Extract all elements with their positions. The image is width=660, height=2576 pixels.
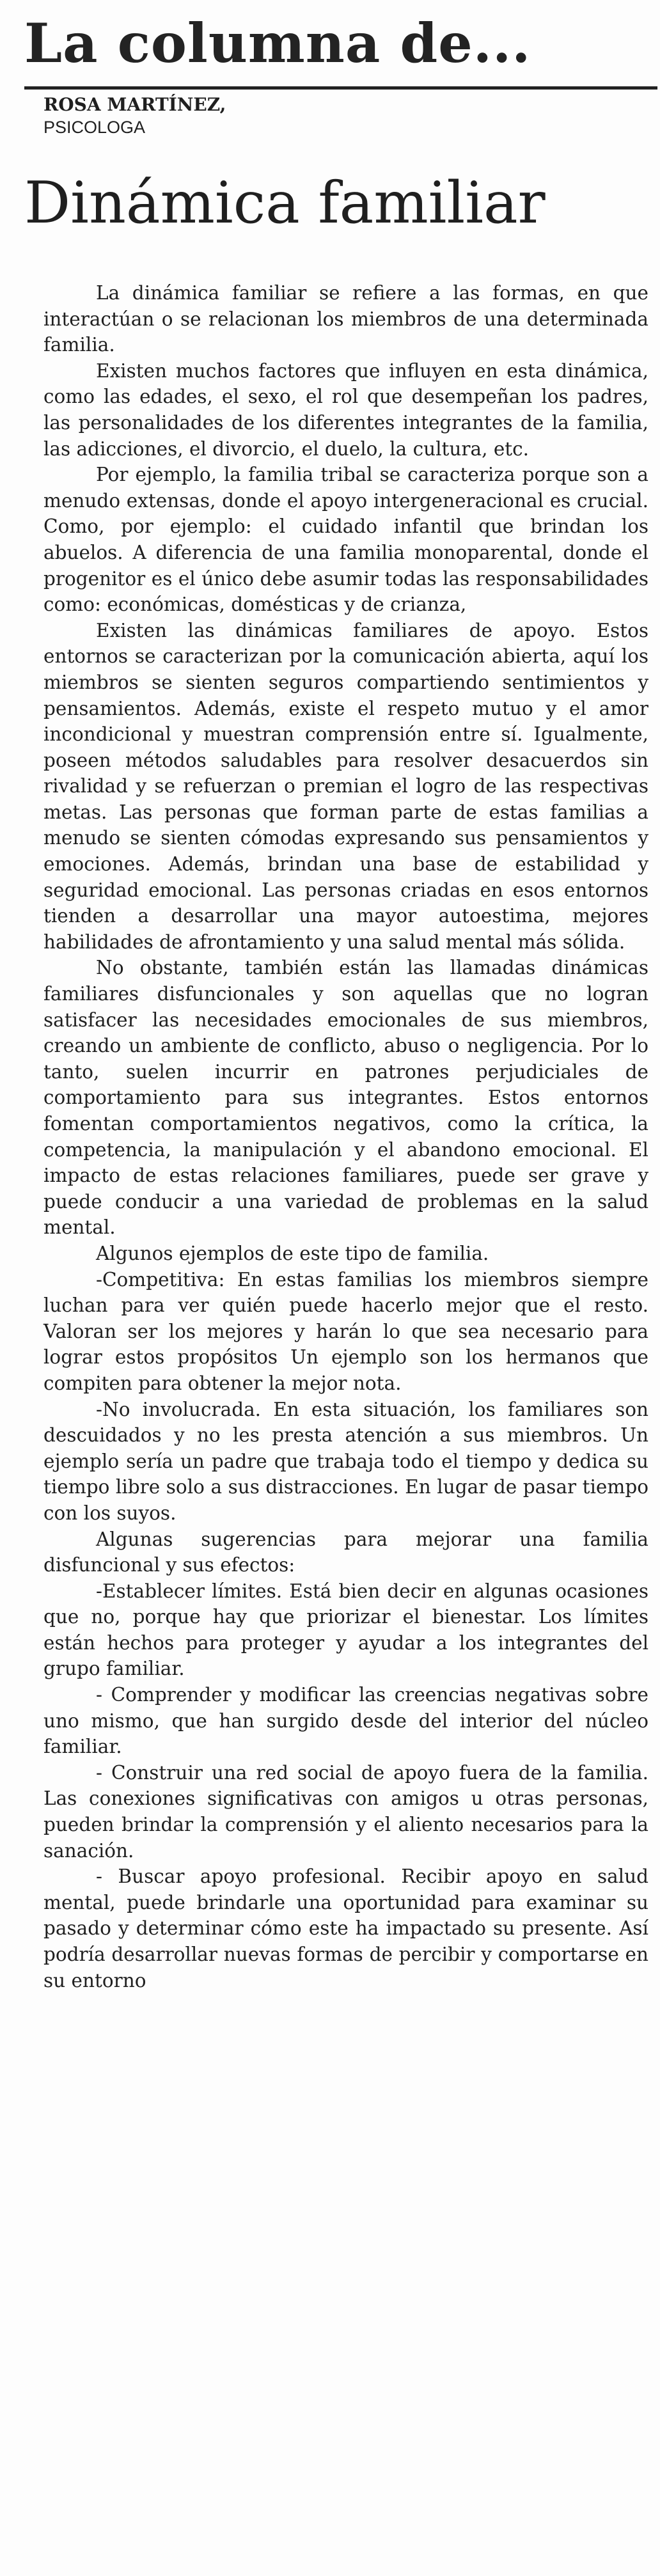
article-paragraph: Algunas sugerencias para mejorar una familia disfuncional y sus efectos: bbox=[43, 1528, 648, 1576]
article-paragraph: Por ejemplo, la familia tribal se caracteriza porque son a menudo extensas, donde el apoyo intergeneracional es crucial. Como, por ejemplo: el cuidado infantil que brindan los abuelos. A diferencia de una familia monoparental, donde el progenitor es el único debe asumir todas las responsabilidades como: económicas, domésticas y de crianza, bbox=[43, 464, 648, 616]
author-role: PSICOLOGA bbox=[43, 118, 146, 137]
article-paragraph: -Competitiva: En estas familias los miembros siempre luchan para ver quién puede hacerlo mejor que el resto. Valoran ser los mejores y harán lo que sea necesario para lograr estos propósitos Un ejemplo son los hermanos que compiten para obtener la mejor nota. bbox=[43, 1268, 648, 1394]
article-paragraph: Existen las dinámicas familiares de apoyo. Estos entornos se caracterizan por la comunicación abierta, aquí los miembros se sienten seguros compartiendo sentimientos y pensamientos. Además, existe el respeto mutuo y el amor incondicional y muestran comprensión entre sí. Igualmente, poseen métodos saludables para resolver desacuerdos sin rivalidad y se refuerzan o premian el logro de las respectivas metas. Las personas que forman parte de estas familias a menudo se sienten cómodas expresando sus pensamientos y emociones. Además, brindan una base de estabilidad y seguridad emocional. Las personas criadas en esos entornos tienden a desarrollar una mayor autoestima, mejores habilidades de afrontamiento y una salud mental más sólida. bbox=[43, 619, 648, 953]
section-header bbox=[24, 9, 651, 79]
article-body bbox=[43, 280, 648, 1993]
author-name: ROSA MARTÍNEZ, bbox=[43, 94, 226, 115]
article-paragraph: - Comprender y modificar las creencias negativas sobre uno mismo, que han surgido desde del interior del núcleo familiar. bbox=[43, 1684, 648, 1758]
byline bbox=[43, 93, 363, 138]
header-divider bbox=[24, 86, 657, 90]
article-paragraph: La dinámica familiar se refiere a las formas, en que interactúan o se relacionan los miembros de una determinada familia. bbox=[43, 282, 648, 356]
article-headline: Dinámica familiar bbox=[24, 169, 546, 237]
section-title: La columna de... bbox=[24, 12, 531, 75]
article-paragraph: Existen muchos factores que influyen en esta dinámica, como las edades, el sexo, el rol que desempeñan los padres, las personalidades de los diferentes integrantes de la familia, las adicciones, el divorcio, el duelo, la cultura, etc. bbox=[43, 359, 648, 460]
article-paragraph: - Buscar apoyo profesional. Recibir apoyo en salud mental, puede brindarle una oportunidad para examinar su pasado y determinar cómo este ha impactado su presente. Así podría desarrollar nuevas formas de percibir y comportarse en su entorno bbox=[43, 1865, 648, 1991]
article-paragraph: - Construir una red social de apoyo fuera de la familia. Las conexiones significativas con amigos u otras personas, pueden brindar la comprensión y el aliento necesarios para la sanación. bbox=[43, 1761, 648, 1862]
article-paragraph: Algunos ejemplos de este tipo de familia. bbox=[96, 1242, 489, 1264]
article-paragraph: -No involucrada. En esta situación, los familiares son descuidados y no les presta atención a sus miembros. Un ejemplo sería un padre que trabaja todo el tiempo y dedica su tiempo libre solo a sus distracciones. En lugar de pasar tiempo con los suyos. bbox=[43, 1398, 648, 1524]
article-paragraph: No obstante, también están las llamadas dinámicas familiares disfuncionales y son aquellas que no logran satisfacer las necesidades emocionales de sus miembros, creando un ambiente de conflicto, abuso o negligencia. Por lo tanto, suelen incurrir en patrones perjudiciales de comportamiento para sus integrantes. Estos entornos fomentan comportamientos negativos, como la crítica, la competencia, la manipulación y el abandono emocional. El impacto de estas relaciones familiares, puede ser grave y puede conducir a una variedad de problemas en la salud mental. bbox=[43, 957, 648, 1239]
article-paragraph: -Establecer límites. Está bien decir en algunas ocasiones que no, porque hay que priorizar el bienestar. Los límites están hechos para proteger y ayudar a los integrantes del grupo familiar. bbox=[43, 1580, 648, 1680]
